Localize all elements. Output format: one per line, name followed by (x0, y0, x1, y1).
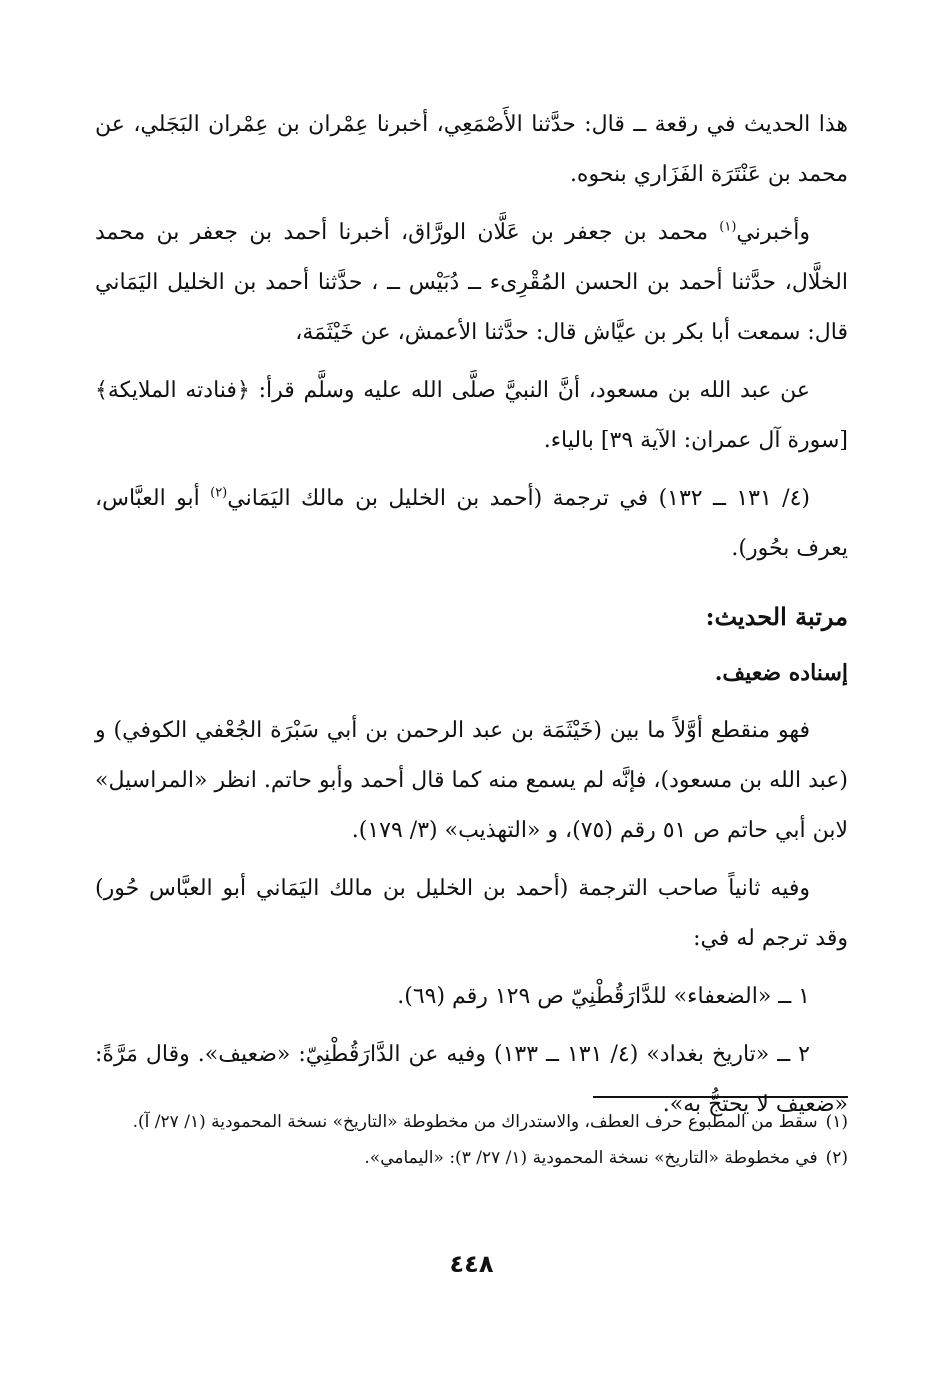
list-item-2: ٢ ــ «تاريخ بغداد» (٤/ ١٣١ ــ ١٣٣) وفيه عن الدَّارَقُطْنِيّ: «ضعيف». وقال مَرَّةً: «ضعيف لا يحتجُّ به». (95, 1042, 848, 1117)
footnote-ref-2[interactable]: (٢) (210, 485, 228, 501)
footnote-number: (١) (825, 1112, 848, 1132)
footnote-text: سقط من المطبوع حرف العطف، والاستدراك من مخطوطة «التاريخ» نسخة المحمودية (١/ ٢٧/ آ). (132, 1112, 818, 1132)
paragraph-1: هذا الحديث في رقعة ــ قال: حدَّثنا الأَصْمَعِي، أخبرنا عِمْران بن عِمْران البَجَلي، عن محمد بن عَنْتَرَة الفَزَاري بنحوه. (95, 112, 848, 187)
paragraph-4 (95, 474, 848, 574)
footnote-2 (95, 1141, 848, 1175)
footnote-1 (95, 1105, 848, 1139)
list-item-1: ١ ــ «الضعفاء» للدَّارَقُطْنِيّ ص ١٢٩ رقم (٦٩). (397, 984, 810, 1009)
footnote-divider (593, 1096, 848, 1098)
page-number: ٤٤٨ (449, 1250, 494, 1278)
footnote-number: (٢) (825, 1148, 848, 1168)
footnote-text: في مخطوطة «التاريخ» نسخة المحمودية (١/ ٢٧/ ٣): «اليمامي». (364, 1148, 818, 1168)
paragraph-6: وفيه ثانياً صاحب الترجمة (أحمد بن الخليل بن مالك اليَمَاني أبو العبَّاس حُور) وقد ترجم له في: (95, 876, 848, 951)
paragraph-4-rest: أبو العبَّاس، يعرف بحُور). (95, 486, 848, 561)
paragraph-5: فهو منقطع أوَّلاً ما بين (خَيْثَمَة بن عبد الرحمن بن أبي سَبْرَة الجُعْفي الكوفي) و (عبد الله بن مسعود)، فإنَّه لم يسمع منه كما قال أحمد وأبو حاتم. انظر «المراسيل» لابن أبي حاتم ص ٥١ رقم (٧٥)، و «التهذيب» (٣/ ١٧٩). (95, 718, 848, 843)
footnotes (95, 1105, 848, 1177)
paragraph-2 (95, 208, 848, 358)
footnote-ref-1[interactable]: (١) (719, 219, 737, 235)
paragraph-4-start: (٤/ ١٣١ ــ ١٣٢) في ترجمة (أحمد بن الخليل بن مالك اليَمَاني (227, 486, 810, 511)
paragraph-3: عن عبد الله بن مسعود، أنَّ النبيَّ صلَّى الله عليه وسلَّم قرأ: ﴿فنادته الملايكة﴾ [سورة آل عمران: الآية ٣٩] بالياء. (95, 378, 848, 453)
main-text (95, 100, 848, 1138)
paragraph-2-rest: محمد بن جعفر بن عَلَّان الورَّاق، أخبرنا أحمد بن جعفر بن محمد الخلَّال، حدَّثنا أحمد بن الحسن المُقْرِىء ــ دُبَيْس ــ ، حدَّثنا أحمد بن الخليل اليَمَاني قال: سمعت أبا بكر بن عيَّاش قال: حدَّثنا الأعمش، عن خَيْثَمَة، (95, 220, 849, 345)
paragraph-2-start: وأخبرني (736, 220, 810, 245)
section-heading: مرتبة الحديث: (705, 602, 848, 631)
grading-subheading: إسناده ضعيف. (714, 660, 848, 686)
